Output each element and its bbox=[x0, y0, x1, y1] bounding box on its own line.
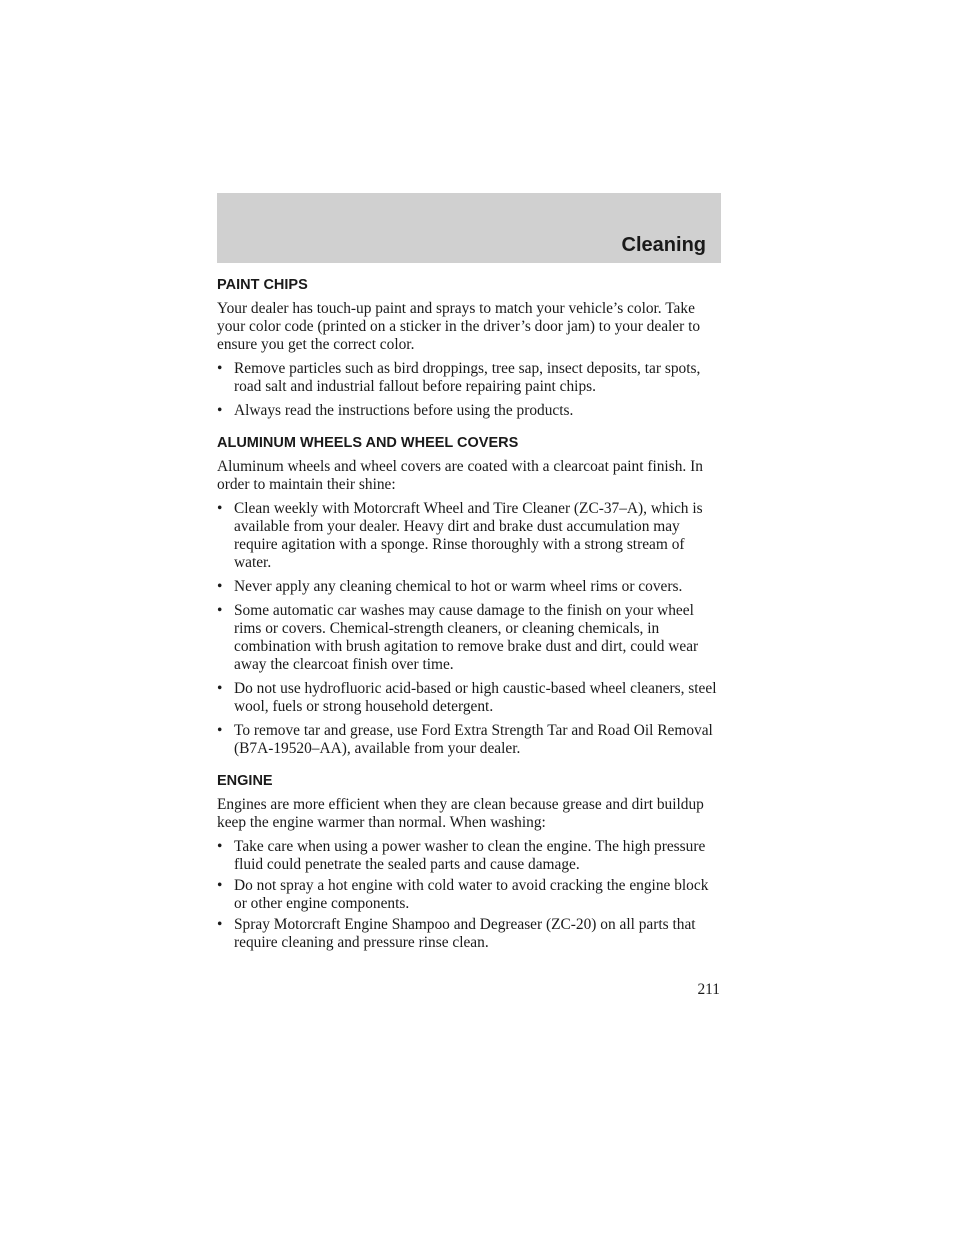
bullet-icon: • bbox=[217, 916, 223, 933]
bullet-icon: • bbox=[217, 877, 223, 894]
section-engine bbox=[217, 772, 717, 952]
bullet-icon: • bbox=[217, 402, 223, 419]
list-item bbox=[217, 500, 717, 572]
chapter-title: Cleaning bbox=[621, 234, 706, 256]
bullet-icon: • bbox=[217, 360, 223, 377]
list-item bbox=[217, 916, 717, 952]
bullet-list bbox=[217, 500, 717, 758]
page-content bbox=[217, 276, 717, 966]
list-item-text: Remove particles such as bird droppings, tree sap, insect deposits, tar spots, road salt and industrial fallout before repairing paint chips. bbox=[234, 360, 701, 395]
section-heading: PAINT CHIPS bbox=[217, 277, 308, 293]
section-aluminum-wheels bbox=[217, 434, 717, 758]
list-item bbox=[217, 360, 717, 396]
list-item bbox=[217, 722, 717, 758]
list-item-text: To remove tar and grease, use Ford Extra Strength Tar and Road Oil Removal (B7A-19520–AA), available from your dealer. bbox=[234, 722, 713, 757]
section-heading: ENGINE bbox=[217, 773, 273, 789]
list-item-text: Clean weekly with Motorcraft Wheel and Tire Cleaner (ZC-37–A), which is available from your dealer. Heavy dirt and brake dust accumulation may require agitation with a sponge. Rinse thoroughly with a strong stream of water. bbox=[234, 500, 703, 571]
chapter-header-band bbox=[217, 193, 721, 263]
list-item bbox=[217, 877, 717, 913]
list-item-text: Do not use hydrofluoric acid-based or high caustic-based wheel cleaners, steel wool, fuels or strong household detergent. bbox=[234, 680, 717, 715]
bullet-list bbox=[217, 360, 717, 420]
bullet-icon: • bbox=[217, 722, 223, 739]
section-intro: Engines are more efficient when they are clean because grease and dirt buildup keep the engine warmer than normal. When washing: bbox=[217, 796, 704, 831]
list-item bbox=[217, 602, 717, 674]
section-heading: ALUMINUM WHEELS AND WHEEL COVERS bbox=[217, 435, 519, 451]
section-intro: Your dealer has touch-up paint and sprays to match your vehicle’s color. Take your color code (printed on a sticker in the driver’s door jam) to your dealer to ensure you get the correct color. bbox=[217, 300, 701, 353]
bullet-icon: • bbox=[217, 838, 223, 855]
list-item-text: Spray Motorcraft Engine Shampoo and Degreaser (ZC-20) on all parts that require cleaning and pressure rinse clean. bbox=[234, 916, 696, 951]
list-item bbox=[217, 578, 717, 596]
section-intro: Aluminum wheels and wheel covers are coated with a clearcoat paint finish. In order to maintain their shine: bbox=[217, 458, 703, 493]
list-item bbox=[217, 402, 717, 420]
list-item-text: Some automatic car washes may cause damage to the finish on your wheel rims or covers. Chemical-strength cleaners, or cleaning chemicals, in combination with brush agitation to remove brake dust and dirt, could wear away the clearcoat finish over time. bbox=[234, 602, 699, 673]
list-item-text: Take care when using a power washer to clean the engine. The high pressure fluid could penetrate the sealed parts and cause damage. bbox=[234, 838, 706, 873]
section-paint-chips bbox=[217, 276, 717, 420]
bullet-icon: • bbox=[217, 500, 223, 517]
bullet-icon: • bbox=[217, 602, 223, 619]
list-item-text: Do not spray a hot engine with cold water to avoid cracking the engine block or other engine components. bbox=[234, 877, 709, 912]
page-number: 211 bbox=[697, 981, 720, 998]
list-item bbox=[217, 680, 717, 716]
bullet-list bbox=[217, 838, 717, 952]
bullet-icon: • bbox=[217, 578, 223, 595]
list-item-text: Always read the instructions before using the products. bbox=[234, 402, 574, 419]
bullet-icon: • bbox=[217, 680, 223, 697]
list-item bbox=[217, 838, 717, 874]
list-item-text: Never apply any cleaning chemical to hot or warm wheel rims or covers. bbox=[234, 578, 683, 595]
